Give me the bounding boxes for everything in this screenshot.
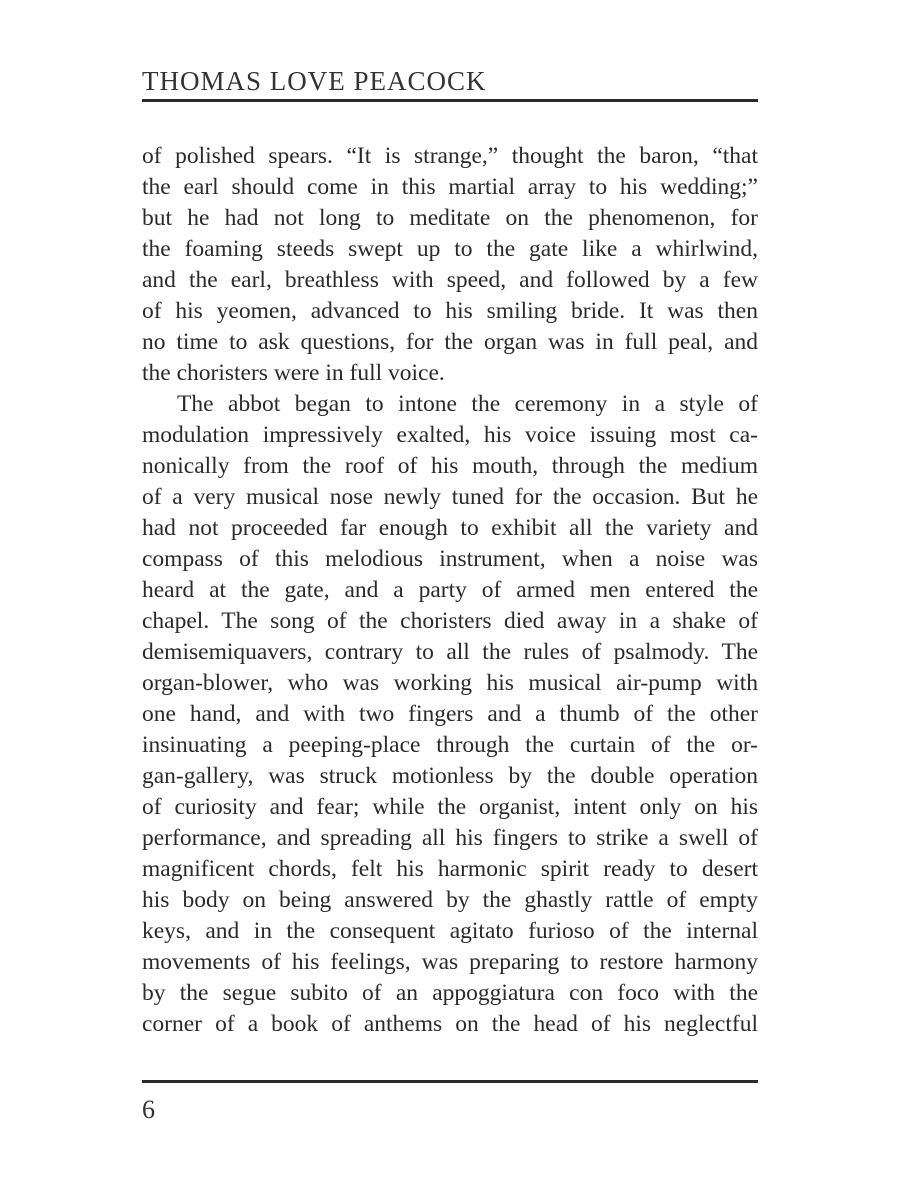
text-line: modulation impressively exalted, his voice issuing most ca- [142,422,758,448]
paragraph-2 [142,389,758,1040]
text-line: but he had not long to meditate on the phenomenon, for [142,205,758,231]
text-line: The abbot began to intone the ceremony in a style of [177,391,758,417]
text-line: of curiosity and fear; while the organist, intent only on his [142,794,758,820]
text-line: magnificent chords, felt his harmonic spirit ready to desert [142,856,758,882]
text-line: by the segue subito of an appoggiatura con foco with the [142,980,758,1006]
paragraph-1 [142,141,758,389]
body-text [142,141,758,1040]
text-line: the choristers were in full voice. [142,360,445,386]
page-number: 6 [142,1095,155,1124]
text-line: organ-blower, who was working his musical air-pump with [142,670,758,696]
text-line: performance, and spreading all his fingers to strike a swell of [142,825,758,851]
text-line: the foaming steeds swept up to the gate like a whirlwind, [142,236,758,262]
text-line: corner of a book of anthems on the head of his neglectful [142,1011,758,1037]
text-line: demisemiquavers, contrary to all the rules of psalmody. The [142,639,758,665]
text-line: his body on being answered by the ghastly rattle of empty [142,887,758,913]
header-rule [142,99,758,102]
text-line: movements of his feelings, was preparing to restore harmony [142,949,758,975]
text-line: gan-gallery, was struck motionless by the double operation [142,763,758,789]
text-line: the earl should come in this martial array to his wedding;” [142,174,758,200]
text-line: one hand, and with two fingers and a thumb of the other [142,701,758,727]
footer-rule [142,1080,758,1083]
text-line: no time to ask questions, for the organ was in full peal, and [142,329,758,355]
text-line: and the earl, breathless with speed, and followed by a few [142,267,758,293]
text-line: insinuating a peeping-place through the curtain of the or- [142,732,758,758]
text-line: nonically from the roof of his mouth, through the medium [142,453,758,479]
text-line: had not proceeded far enough to exhibit all the variety and [142,515,758,541]
text-line: chapel. The song of the choristers died away in a shake of [142,608,758,634]
text-line: of a very musical nose newly tuned for the occasion. But he [142,484,758,510]
text-line: of his yeomen, advanced to his smiling bride. It was then [142,298,758,324]
running-head-title: THOMAS LOVE PEACOCK [142,66,487,96]
text-line: heard at the gate, and a party of armed men entered the [142,577,758,603]
text-line: compass of this melodious instrument, when a noise was [142,546,758,572]
text-line: of polished spears. “It is strange,” thought the baron, “that [142,143,758,169]
text-line: keys, and in the consequent agitato furioso of the internal [142,918,758,944]
